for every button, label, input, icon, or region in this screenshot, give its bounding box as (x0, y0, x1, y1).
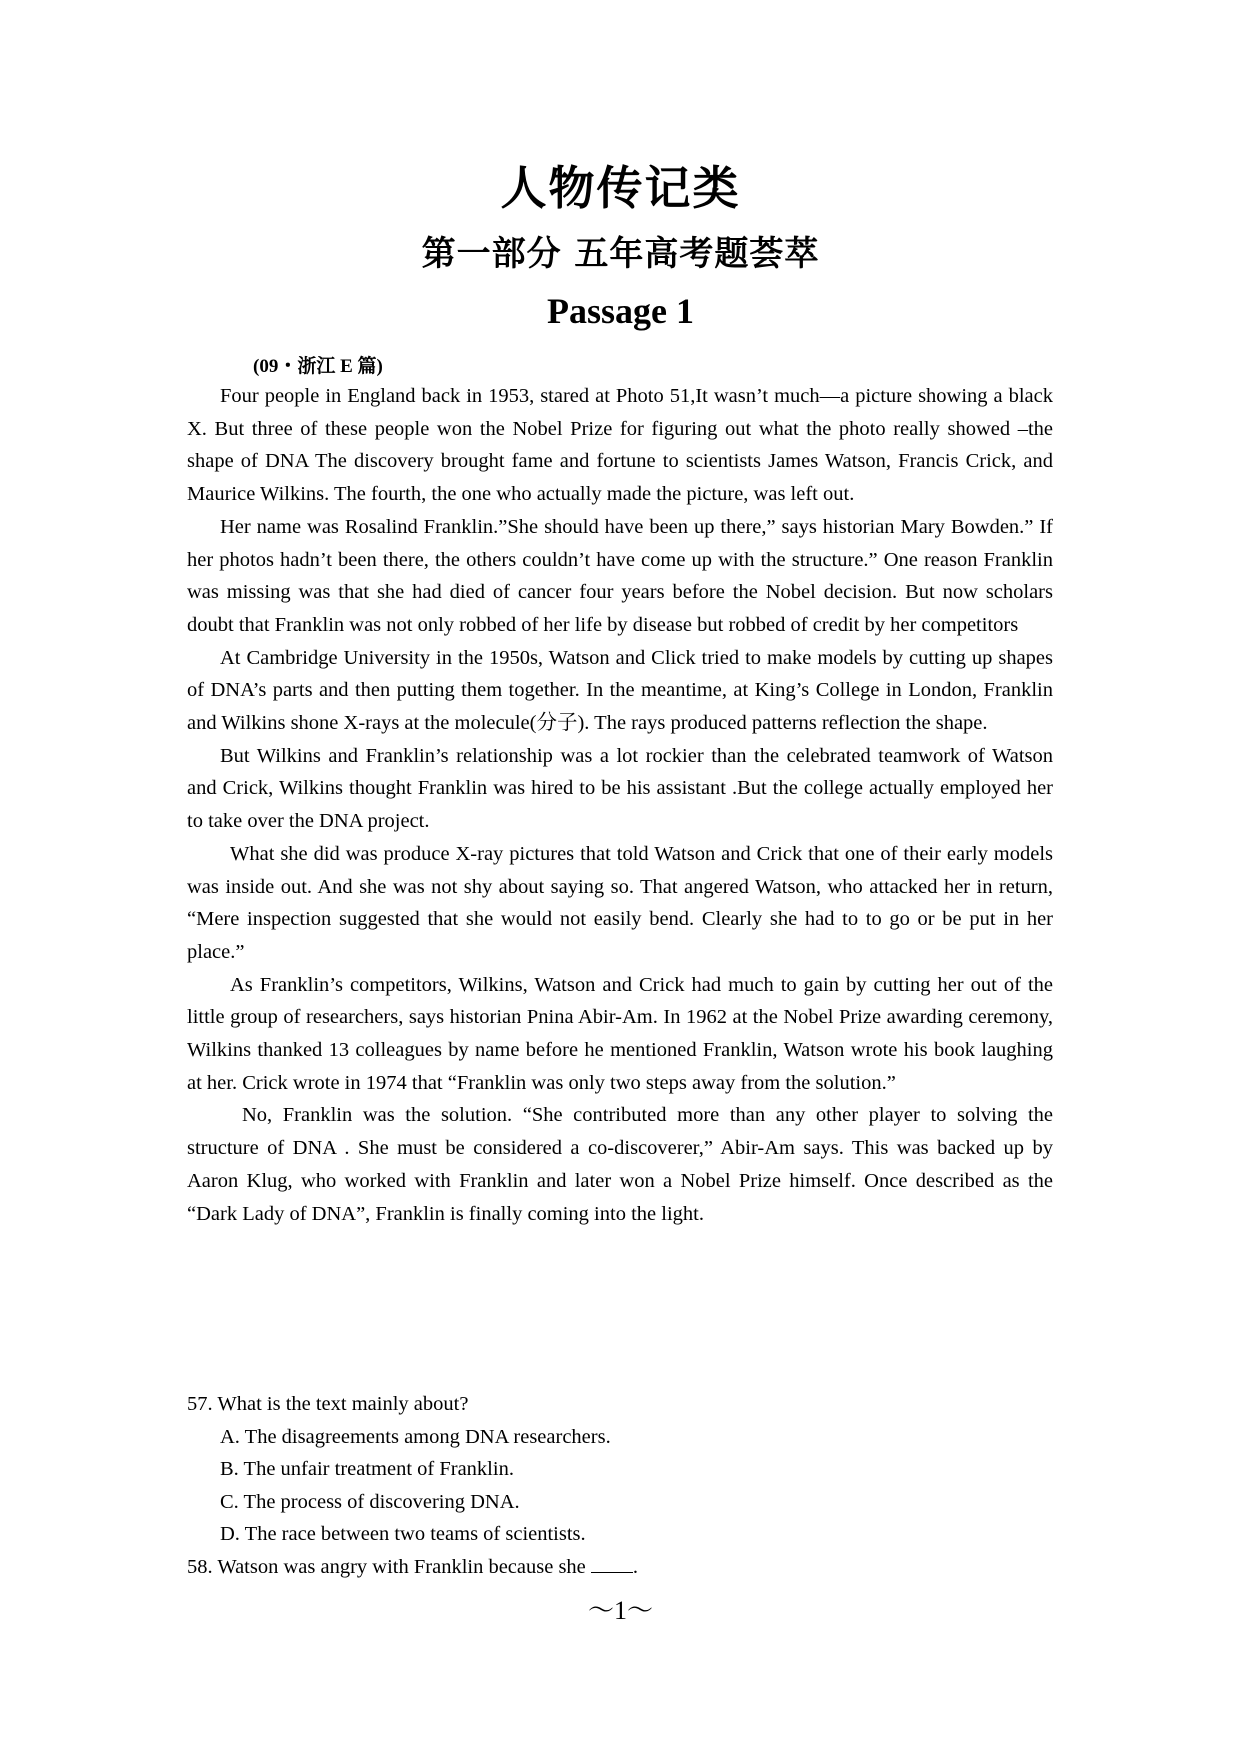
paragraph: Her name was Rosalind Franklin.”She should have been up there,” says historian Mary Bowden.” If her photos hadn’t been there, the others couldn’t have come up with the structure.” One reason Franklin was missing was that she had died of cancer four years before the Nobel decision. But now scholars doubt that Franklin was not only robbed of her life by disease but robbed of credit by her competitors (187, 515, 1053, 636)
answer-option: D. The race between two teams of scientists. (220, 1523, 586, 1545)
paragraph: Four people in England back in 1953, stared at Photo 51,It wasn’t much—a picture showing a black X. But three of these people won the Nobel Prize for figuring out what the photo really showed –the shape of DNA The discovery brought fame and fortune to scientists James Watson, Francis Crick, and Maurice Wilkins. The fourth, the one who actually made the picture, was left out. (187, 385, 1053, 506)
answer-option: C. The process of discovering DNA. (220, 1490, 520, 1513)
passage-body (187, 380, 1053, 1230)
answer-blank (591, 1554, 633, 1573)
page-title: 人物传记类 (500, 161, 741, 215)
paragraph: What she did was produce X-ray pictures that told Watson and Crick that one of their early models was inside out. And she was not shy about saying so. That angered Watson, who attacked her in return, “Mere inspection suggested that she would not easily bend. Clearly she had to to go or be put in her place.” (187, 842, 1053, 963)
paragraph: No, Franklin was the solution. “She contributed more than any other player to solving the structure of DNA . She must be considered a co-discoverer,” Abir-Am says. This was backed up by Aaron Klug, who worked with Franklin and later won a Nobel Prize himself. Once described as the “Dark Lady of DNA”, Franklin is finally coming into the light. (187, 1104, 1053, 1225)
answer-option: A. The disagreements among DNA researchers. (220, 1425, 611, 1448)
passage-source: (09・浙江 E 篇) (253, 356, 383, 377)
answer-option: B. The unfair treatment of Franklin. (220, 1458, 514, 1480)
question-stem: 57. What is the text mainly about? (187, 1393, 469, 1415)
passage-heading: Passage 1 (547, 291, 694, 331)
paragraph: But Wilkins and Franklin’s relationship was a lot rockier than the celebrated teamwork of Watson and Crick, Wilkins thought Franklin was hired to be his assistant .But the college actually employed her to take over the DNA project. (187, 744, 1053, 833)
question-stem-end: . (632, 1555, 639, 1578)
paragraph: At Cambridge University in the 1950s, Watson and Click tried to make models by cutting up shapes of DNA’s parts and then putting them together. In the meantime, at King’s College in London, Franklin and Wilkins shone X-rays at the molecule(分子). The rays produced patterns reflection the shape. (187, 646, 1053, 735)
question-stem: 58. Watson was angry with Franklin because she (187, 1555, 586, 1578)
question-list (187, 1388, 1053, 1583)
section-subtitle: 第一部分 五年高考题荟萃 (421, 234, 820, 274)
paragraph: As Franklin’s competitors, Wilkins, Watson and Crick had much to gain by cutting her out of the little group of researchers, says historian Pnina Abir-Am. In 1962 at the Nobel Prize awarding ceremony, Wilkins thanked 13 colleagues by name before he mentioned Franklin, Watson wrote his book laughing at her. Crick wrote in 1974 that “Franklin was only two steps away from the solution.” (187, 973, 1053, 1094)
question-stem-58 (187, 1551, 1053, 1584)
page-number: ～1～ (587, 1596, 653, 1625)
